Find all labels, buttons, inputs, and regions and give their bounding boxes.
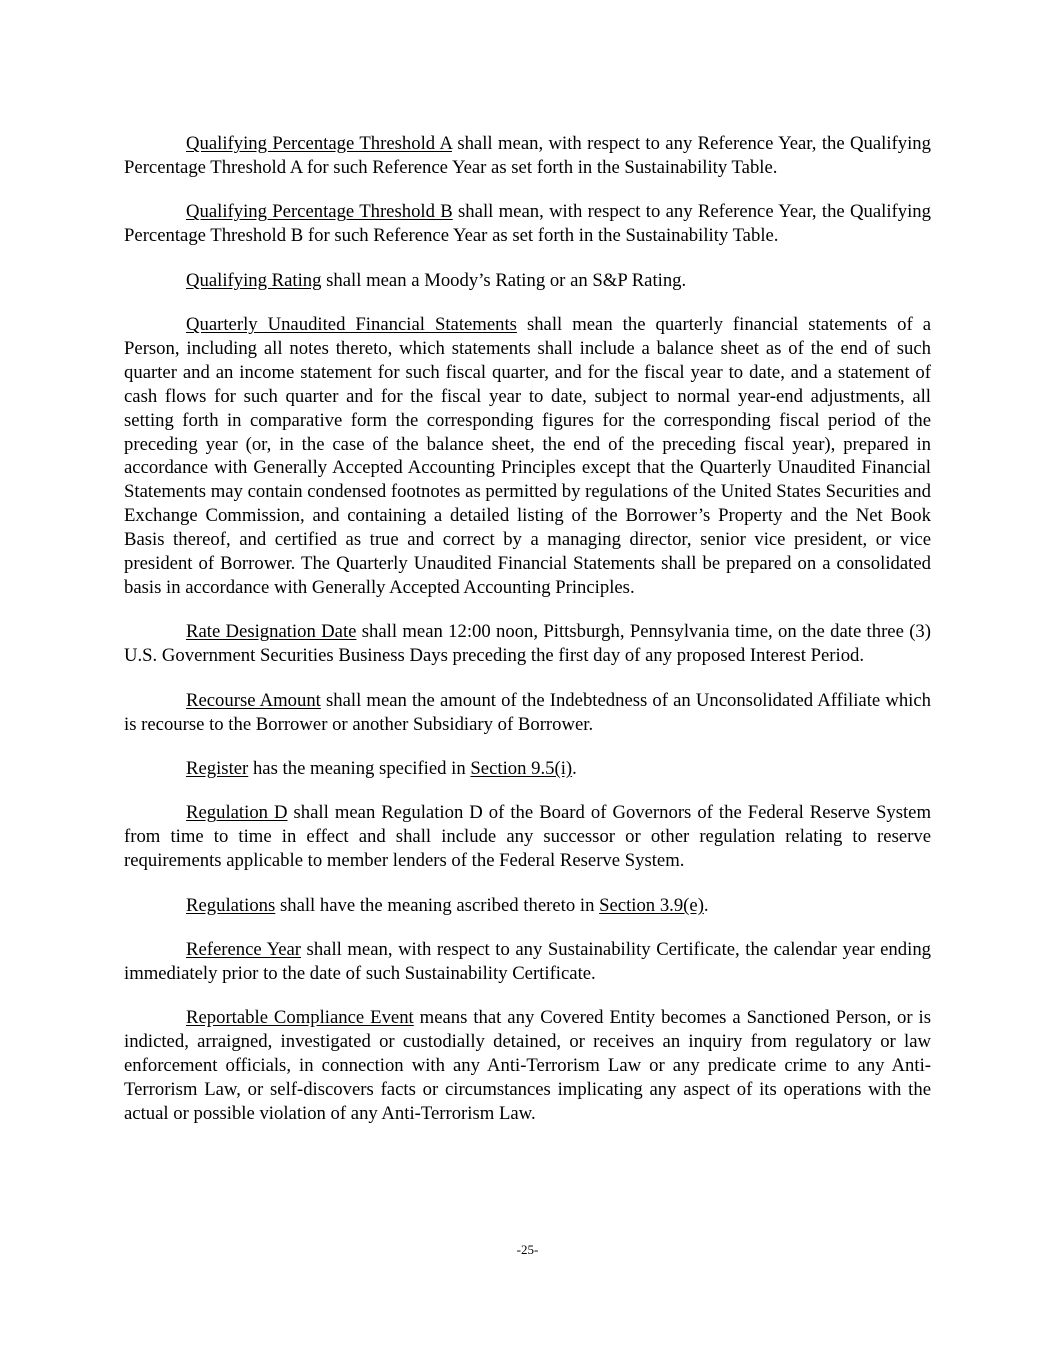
defined-term: Qualifying Rating [186, 269, 322, 291]
definition-text: has the meaning specified in [248, 758, 471, 780]
defined-term: Quarterly Unaudited Financial Statements [186, 314, 517, 336]
definition-paragraph [124, 620, 931, 668]
definition-paragraph [124, 801, 931, 873]
section-reference: Section 3.9(e) [599, 894, 704, 916]
defined-term: Regulation D [186, 802, 288, 824]
definition-paragraph [124, 689, 931, 737]
definition-text-end: . [572, 758, 577, 780]
definition-paragraph [124, 313, 931, 600]
definition-paragraph [124, 200, 931, 248]
defined-term: Register [186, 758, 249, 780]
section-reference: Section 9.5(i) [470, 758, 573, 780]
definition-text: shall mean, with respect to any Sustainability Certificate, the calendar year ending immediately prior to the date of such Sustainability Certificate. [124, 939, 932, 984]
definition-paragraph [124, 757, 931, 781]
definition-text: shall mean, with respect to any Reference Year, the Qualifying Percentage Threshold A for such Reference Year as set forth in the Sustainability Table. [124, 133, 931, 178]
definition-paragraph [124, 938, 931, 986]
definition-text: shall mean 12:00 noon, Pittsburgh, Pennsylvania time, on the date three (3) U.S. Government Securities Business Days preceding the first day of any proposed Interest Period. [124, 621, 931, 667]
definition-text: shall mean, with respect to any Reference Year, the Qualifying Percentage Threshold B for such Reference Year as set forth in the Sustainability Table. [124, 201, 931, 247]
definition-paragraph [124, 269, 931, 293]
definition-text: means that any Covered Entity becomes a Sanctioned Person, or is indicted, arraigned, investigated or custodially detained, or receives an inquiry from regulatory or law enforcement officials, in connection with any Anti-Terrorism Law or any predicate crime to any Anti-Terrorism Law, or self-discovers facts or circumstances implicating any aspect of its operations with the actual or possible violation of any Anti-Terrorism Law. [124, 1007, 932, 1124]
definition-text: shall mean Regulation D of the Board of Governors of the Federal Reserve System from time to time in effect and shall include any successor or other regulation relating to reserve requirements applicable to member lenders of the Federal Reserve System. [124, 802, 932, 872]
defined-term: Reportable Compliance Event [186, 1007, 414, 1029]
defined-term: Qualifying Percentage Threshold B [186, 201, 453, 223]
defined-term: Reference Year [186, 939, 302, 961]
defined-term: Rate Designation Date [186, 621, 357, 643]
definition-text: shall have the meaning ascribed thereto in [275, 894, 600, 916]
defined-term: Regulations [186, 894, 276, 916]
definition-text-end: . [703, 894, 709, 916]
definition-text: shall mean a Moody’s Rating or an S&P Rating. [321, 269, 687, 291]
page-number: -25- [516, 1242, 539, 1257]
definition-paragraph [124, 132, 931, 180]
definition-text: shall mean the quarterly financial statements of a Person, including all notes thereto, which statements shall include a balance sheet as of the end of such quarter and an income statement for such fiscal quarter, and for the fiscal year to date, and a statement of cash flows for such quarter and for the fiscal year to date, subject to normal year-end adjustments, all setting forth in comparative form the corresponding figures for the corresponding fiscal period of the preceding year (or, in the case of the balance sheet, the end of the preceding fiscal year), prepared in accordance with Generally Accepted Accounting Principles except that the Quarterly Unaudited Financial Statements may contain condensed footnotes as permitted by regulations of the United States Securities and Exchange Commission, and containing a detailed listing of the Borrower’s Property and the Net Book Basis thereof, and certified as true and correct by a managing director, senior vice president, or vice president of Borrower. The Quarterly Unaudited Financial Statements shall be prepared on a consolidated basis in accordance with Generally Accepted Accounting Principles. [124, 314, 931, 598]
definitions-body [124, 132, 931, 1146]
definition-paragraph [124, 1006, 931, 1126]
definition-paragraph [124, 894, 931, 918]
defined-term: Qualifying Percentage Threshold A [186, 133, 452, 154]
definition-text: shall mean the amount of the Indebtedness of an Unconsolidated Affiliate which is recourse to the Borrower or another Subsidiary of Borrower. [124, 689, 931, 735]
defined-term: Recourse Amount [186, 689, 321, 711]
